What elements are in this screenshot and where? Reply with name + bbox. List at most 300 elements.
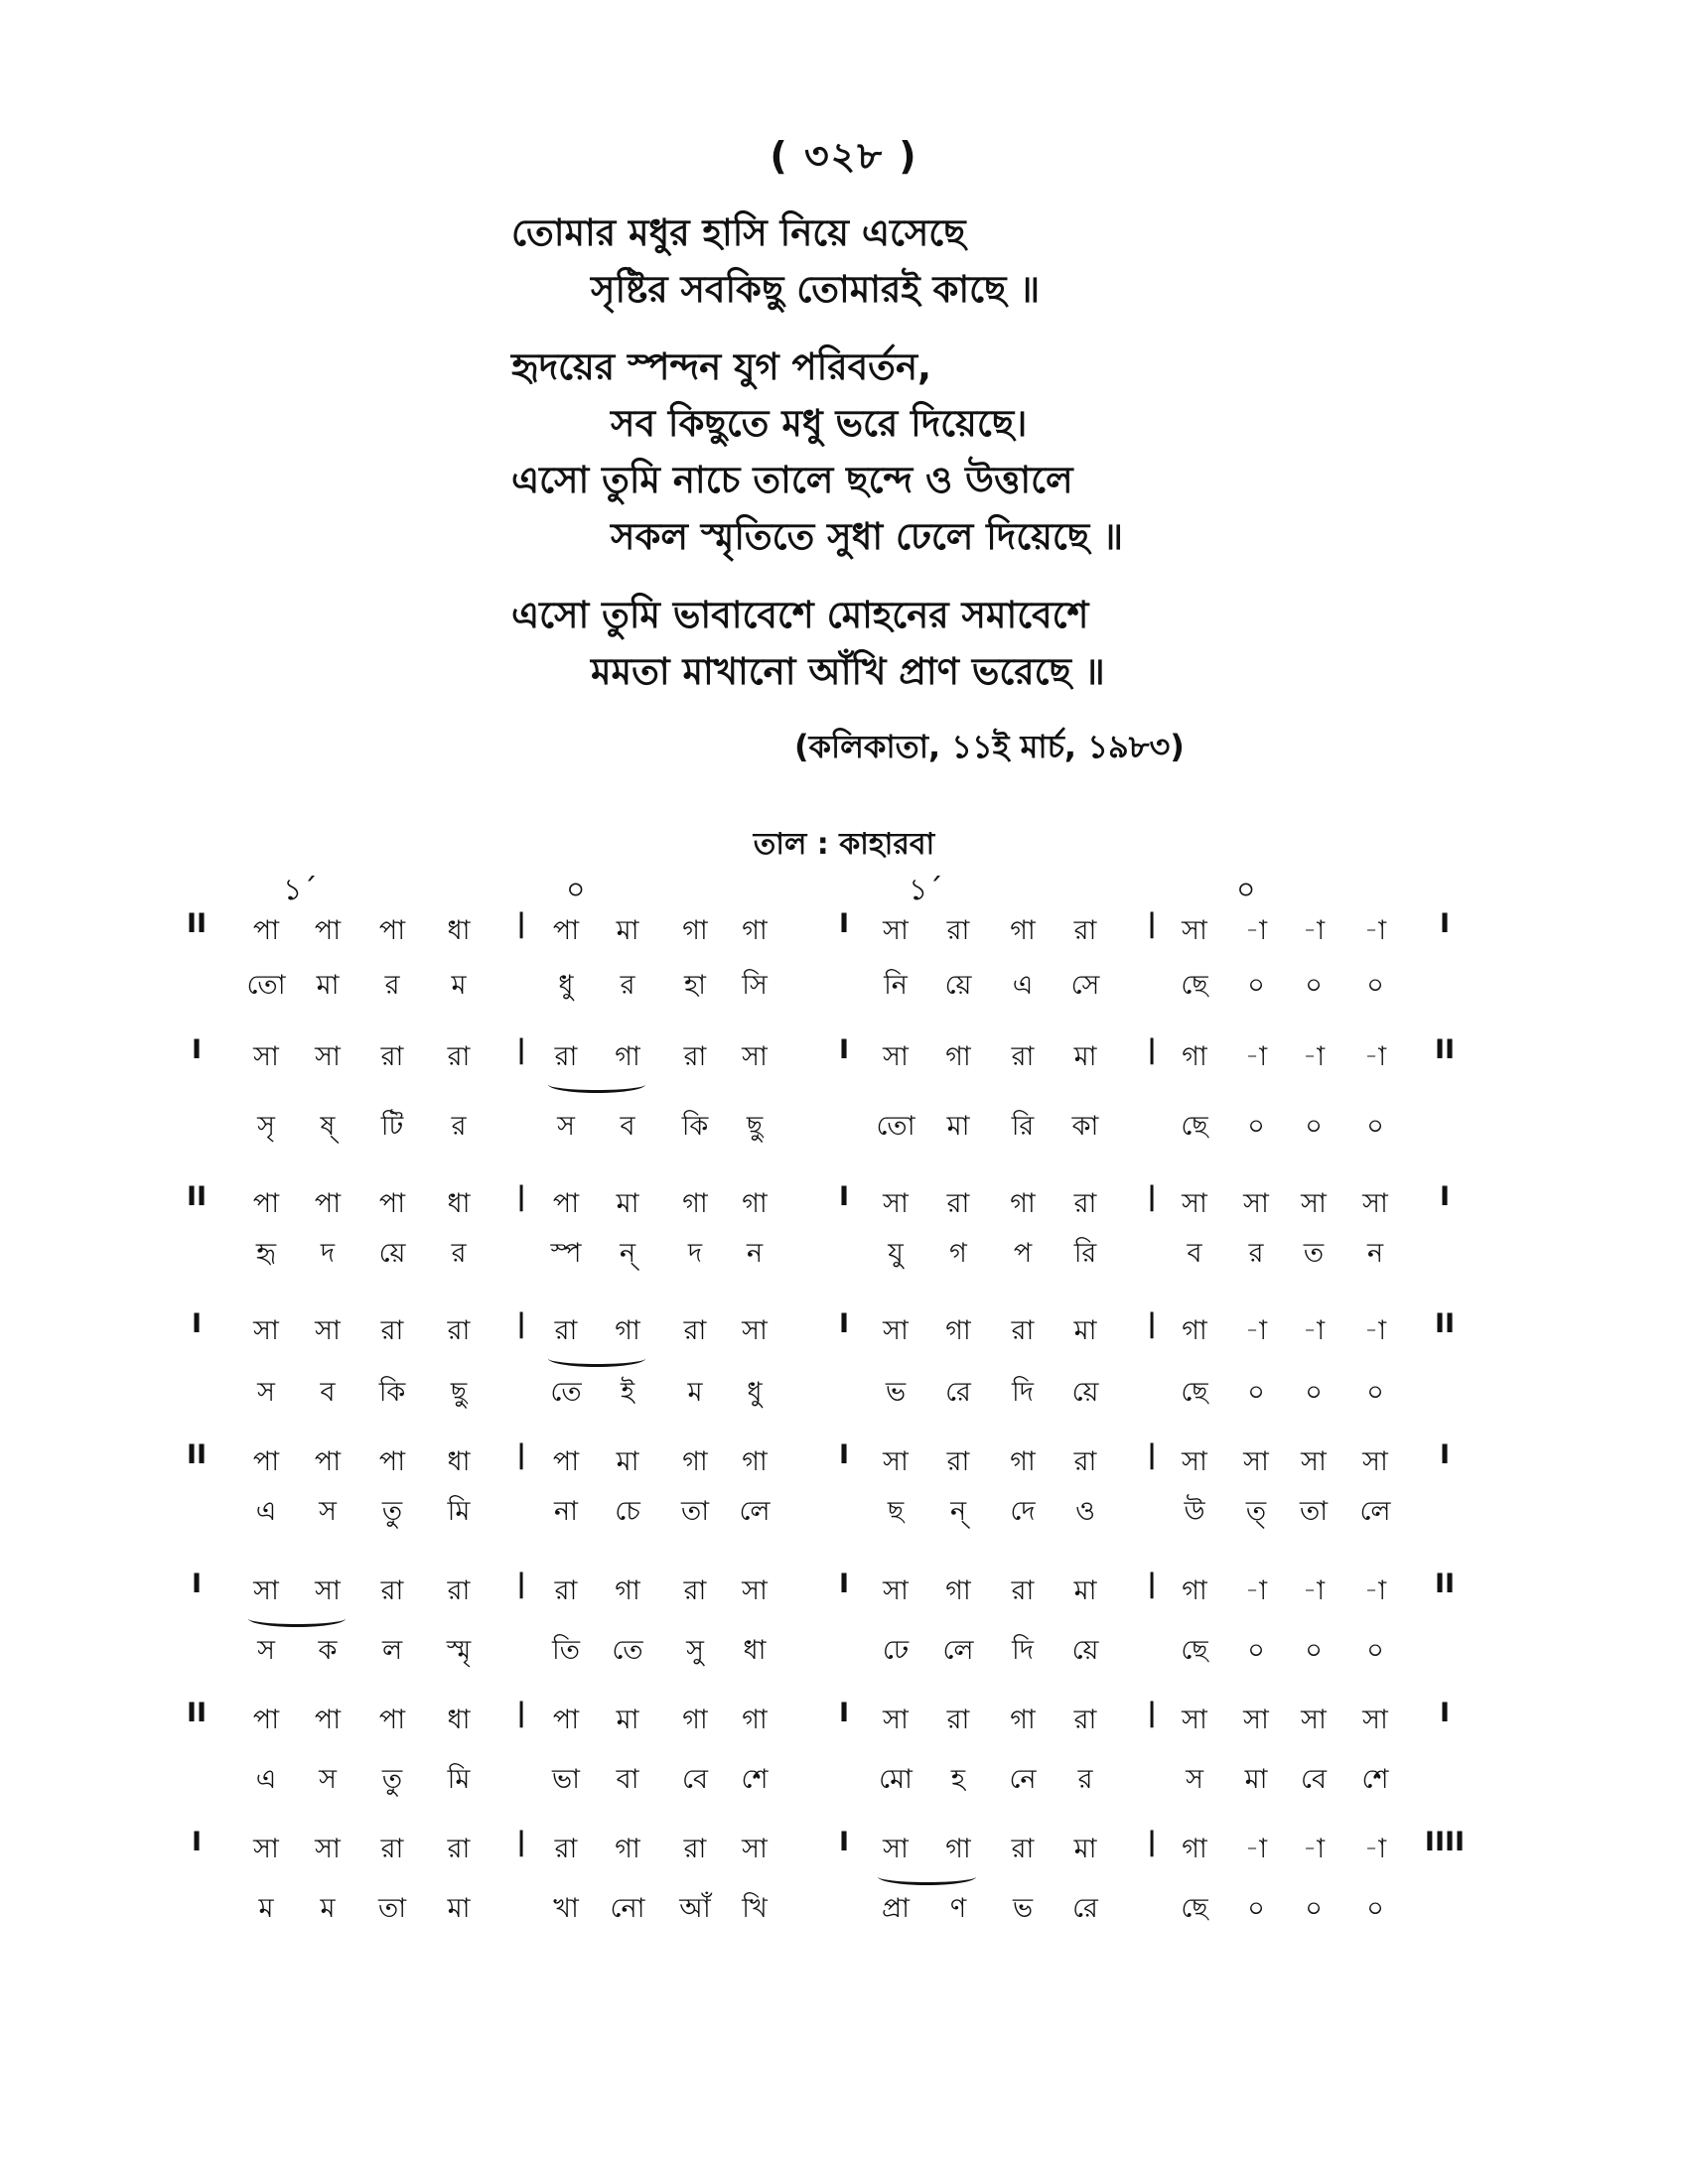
swara-note: মা (616, 1705, 639, 1735)
swara-note: রা (683, 1834, 707, 1864)
bol-syllable: ধু (558, 970, 574, 1001)
bol-syllable: দে (1010, 1496, 1036, 1527)
bol-syllable: র (451, 1111, 467, 1142)
bar-line: I (838, 1827, 850, 1857)
bol-syllable: ০ (1305, 970, 1323, 1001)
swara-note: পা (378, 915, 406, 946)
bol-syllable: ০ (1247, 1635, 1265, 1666)
dateline: (কলিকাতা, ১১ই মার্চ, ১৯৮৩) (794, 728, 1185, 765)
swara-note: পা (552, 1705, 580, 1735)
swara-note: -া (1302, 1041, 1326, 1072)
bol-syllable: লে (942, 1635, 974, 1666)
swara-note: -া (1363, 915, 1387, 946)
bol-syllable: ছে (1181, 1111, 1208, 1142)
bol-syllable: ভা (552, 1764, 580, 1795)
bol-syllable: ত্ (1245, 1496, 1267, 1527)
bol-syllable: খা (553, 1893, 579, 1924)
swara-note: -া (1363, 1834, 1387, 1864)
swara-note: গা (945, 1315, 971, 1346)
bol-syllable: টি (380, 1111, 404, 1142)
swara-note: মা (1073, 1315, 1097, 1346)
bol-syllable: র (620, 970, 635, 1001)
bol-syllable: য়ে (1071, 1377, 1099, 1408)
slur-mark (878, 1868, 976, 1885)
bar-line: I (191, 1827, 203, 1857)
swara-note: সা (1182, 1705, 1207, 1735)
swara-note: গা (1010, 1188, 1036, 1219)
bar-line: I (1439, 1439, 1451, 1470)
bar-line: | (1147, 1308, 1157, 1339)
swara-note: গা (615, 1041, 640, 1072)
lyric-line: হৃদয়ের স্পন্দন যুগ পরিবর্তন, (511, 345, 932, 388)
lyric-line: সব কিছুতে মধু ভরে দিয়েছে। (611, 402, 1028, 445)
swara-note: গা (1182, 1834, 1207, 1864)
bar-line: IIII (1424, 1827, 1466, 1857)
swara-note: গা (682, 1188, 708, 1219)
swara-note: রা (447, 1834, 471, 1864)
swara-note: পা (252, 915, 280, 946)
bol-syllable: য়ে (1071, 1635, 1099, 1666)
bol-syllable: ঢে (882, 1635, 910, 1666)
bar-line: I (838, 1698, 850, 1728)
swara-note: রা (554, 1041, 578, 1072)
bol-syllable: ভ (885, 1377, 907, 1408)
bol-syllable: ব (1187, 1238, 1202, 1269)
swara-note: -া (1302, 915, 1326, 946)
swara-note: -া (1244, 1315, 1268, 1346)
bol-syllable: ০ (1247, 1111, 1265, 1142)
bar-line: | (516, 1569, 526, 1599)
swara-note: রা (447, 1575, 471, 1606)
swara-note: রা (1011, 1575, 1035, 1606)
swara-note: গা (1010, 1446, 1036, 1477)
swara-note: মা (616, 915, 639, 946)
swara-note: রা (683, 1575, 707, 1606)
swara-note: পা (378, 1705, 406, 1735)
beat-mark: ১´ (283, 873, 318, 907)
bol-syllable: তু (381, 1496, 403, 1527)
swara-note: পা (552, 915, 580, 946)
bol-syllable: স (257, 1377, 275, 1408)
swara-note: সা (1182, 1446, 1207, 1477)
bol-syllable: ল (381, 1635, 403, 1666)
swara-note: সা (315, 1575, 341, 1606)
swara-note: রা (380, 1834, 404, 1864)
bol-syllable: মা (1244, 1764, 1268, 1795)
bol-syllable: হৃ (255, 1238, 277, 1269)
swara-note: মা (1073, 1575, 1097, 1606)
bol-syllable: সে (1070, 970, 1100, 1001)
swara-note: -া (1244, 1575, 1268, 1606)
bol-syllable: স (1186, 1764, 1203, 1795)
swara-note: সা (742, 1575, 768, 1606)
tala-label: তাল : কাহারবা (753, 827, 935, 862)
swara-note: সা (883, 1315, 909, 1346)
bol-syllable: তে (550, 1377, 582, 1408)
swara-note: -া (1244, 1041, 1268, 1072)
bar-line: II (186, 1439, 208, 1470)
bar-line: I (1439, 1181, 1451, 1212)
swara-note: পা (252, 1188, 280, 1219)
swara-note: পা (552, 1446, 580, 1477)
swara-note: মা (1073, 1834, 1097, 1864)
swara-note: গা (1182, 1315, 1207, 1346)
bar-line: I (838, 1181, 850, 1212)
swara-note: রা (1011, 1315, 1035, 1346)
bar-line: | (1147, 1827, 1157, 1857)
bol-syllable: প্রা (882, 1893, 910, 1924)
bol-syllable: ব (620, 1111, 635, 1142)
swara-note: গা (945, 1041, 971, 1072)
bar-line: | (1147, 1034, 1157, 1065)
swara-note: গা (682, 915, 708, 946)
bol-syllable: কা (1071, 1111, 1099, 1142)
bol-syllable: খি (742, 1893, 768, 1924)
swara-note: সা (883, 915, 909, 946)
bol-syllable: মা (946, 1111, 970, 1142)
swara-note: -া (1363, 1575, 1387, 1606)
bol-syllable: ছে (1181, 970, 1208, 1001)
bol-syllable: ০ (1366, 1111, 1384, 1142)
bar-line: I (838, 1439, 850, 1470)
bol-syllable: ০ (1366, 1377, 1384, 1408)
bol-syllable: বে (1301, 1764, 1327, 1795)
beat-mark: ০ (566, 873, 586, 907)
bol-syllable: স (557, 1111, 575, 1142)
swara-note: সা (883, 1575, 909, 1606)
bol-syllable: ন্ (619, 1238, 636, 1269)
swara-note: ধা (447, 1446, 471, 1477)
bol-syllable: দি (1012, 1377, 1034, 1408)
bar-line: II (1434, 1569, 1456, 1599)
swara-note: সা (742, 1834, 768, 1864)
swara-note: পা (252, 1446, 280, 1477)
bol-syllable: রি (1011, 1111, 1035, 1142)
swara-note: গা (1182, 1041, 1207, 1072)
lyric-line: এসো তুমি নাচে তালে ছন্দে ও উত্তালে (511, 459, 1073, 501)
swara-note: পা (378, 1188, 406, 1219)
swara-note: ধা (447, 1705, 471, 1735)
bol-syllable: স (319, 1764, 337, 1795)
bol-syllable: ষ্ (320, 1111, 336, 1142)
swara-note: গা (615, 1315, 640, 1346)
bol-syllable: ম (258, 1893, 274, 1924)
swara-note: সা (1301, 1705, 1327, 1735)
bar-line: | (1147, 1569, 1157, 1599)
swara-note: মা (1073, 1041, 1097, 1072)
swara-note: সা (1301, 1446, 1327, 1477)
bar-line: | (516, 1439, 526, 1470)
bol-syllable: ই (620, 1377, 635, 1408)
swara-note: -া (1302, 1315, 1326, 1346)
beat-mark: ০ (1236, 873, 1256, 907)
swara-note: গা (1010, 915, 1036, 946)
bol-syllable: ণ (949, 1893, 967, 1924)
swara-note: -া (1244, 1834, 1268, 1864)
swara-note: সা (742, 1315, 768, 1346)
beat-mark: ১´ (909, 873, 943, 907)
swara-note: গা (682, 1446, 708, 1477)
bol-syllable: ছে (1181, 1635, 1208, 1666)
bol-syllable: গ (949, 1238, 967, 1269)
bol-syllable: লে (1359, 1496, 1391, 1527)
bol-syllable: ন (1366, 1238, 1384, 1269)
bol-syllable: যু (888, 1238, 904, 1269)
bar-line: II (186, 1698, 208, 1728)
bol-syllable: ০ (1247, 1377, 1265, 1408)
bol-syllable: সৃ (257, 1111, 275, 1142)
swara-note: পা (378, 1446, 406, 1477)
bol-syllable: উ (1184, 1496, 1205, 1527)
bol-syllable: নে (1009, 1764, 1037, 1795)
bar-line: I (191, 1034, 203, 1065)
bar-line: II (1434, 1308, 1456, 1339)
bol-syllable: য়ে (944, 970, 972, 1001)
swara-note: -া (1302, 1834, 1326, 1864)
bar-line: I (838, 1034, 850, 1065)
swara-note: রা (946, 1188, 970, 1219)
bol-syllable: স (257, 1635, 275, 1666)
swara-note: সা (1362, 1188, 1388, 1219)
bol-syllable: বে (682, 1764, 708, 1795)
bol-syllable: রে (1072, 1893, 1098, 1924)
swara-note: সা (1243, 1188, 1269, 1219)
bol-syllable: প (1013, 1238, 1033, 1269)
bar-line: | (516, 1698, 526, 1728)
swara-note: পা (552, 1188, 580, 1219)
bar-line: II (186, 908, 208, 939)
swara-note: মা (616, 1188, 639, 1219)
bol-syllable: ছ (887, 1496, 905, 1527)
swara-note: -া (1302, 1575, 1326, 1606)
bol-syllable: শে (1361, 1764, 1389, 1795)
bar-line: II (1434, 1034, 1456, 1065)
swara-note: রা (380, 1575, 404, 1606)
swara-note: পা (314, 1446, 342, 1477)
swara-note: সা (883, 1834, 909, 1864)
swara-note: রা (946, 915, 970, 946)
bol-syllable: তি (552, 1635, 580, 1666)
swara-note: পা (314, 915, 342, 946)
swara-note: সা (1301, 1188, 1327, 1219)
bol-syllable: ০ (1305, 1111, 1323, 1142)
swara-note: সা (1243, 1446, 1269, 1477)
swara-note: সা (1243, 1705, 1269, 1735)
bol-syllable: বা (616, 1764, 639, 1795)
slur-mark (548, 1076, 645, 1093)
bol-syllable: শে (741, 1764, 769, 1795)
bol-syllable: মা (316, 970, 340, 1001)
swara-note: পা (252, 1705, 280, 1735)
swara-note: -া (1363, 1315, 1387, 1346)
lyric-line: এসো তুমি ভাবাবেশে মোহনের সমাবেশে (511, 594, 1089, 636)
swara-note: রা (946, 1446, 970, 1477)
lyric-line: তোমার মধুর হাসি নিয়ে এসেছে (511, 211, 966, 254)
bol-syllable: ধু (747, 1377, 763, 1408)
bol-syllable: ছে (1181, 1893, 1208, 1924)
swara-note: রা (447, 1041, 471, 1072)
bol-syllable: সি (742, 970, 768, 1001)
swara-note: গা (615, 1575, 640, 1606)
bol-syllable: কি (378, 1377, 406, 1408)
lyric-line: মমতা মাখানো আঁখি প্রাণ ভরেছে ॥ (591, 650, 1105, 693)
bol-syllable: নি (884, 970, 908, 1001)
bol-syllable: ছু (450, 1377, 468, 1408)
bol-syllable: মা (447, 1893, 471, 1924)
swara-note: -া (1244, 915, 1268, 946)
bol-syllable: ০ (1247, 1893, 1265, 1924)
swara-note: রা (554, 1315, 578, 1346)
swara-note: সা (253, 1834, 279, 1864)
bar-line: I (1439, 908, 1451, 939)
swara-note: সা (315, 1041, 341, 1072)
swara-note: পা (314, 1188, 342, 1219)
swara-note: গা (742, 1446, 768, 1477)
bol-syllable: আঁ (679, 1893, 711, 1924)
swara-note: রা (554, 1575, 578, 1606)
bol-syllable: র (1077, 1764, 1093, 1795)
bol-syllable: ন্ (949, 1496, 967, 1527)
swara-note: রা (1011, 1834, 1035, 1864)
bol-syllable: ন (746, 1238, 764, 1269)
swara-note: সা (883, 1705, 909, 1735)
bol-syllable: ছু (746, 1111, 764, 1142)
swara-note: রা (380, 1041, 404, 1072)
bol-syllable: ০ (1305, 1893, 1323, 1924)
bol-syllable: স (319, 1496, 337, 1527)
bar-line: I (838, 1569, 850, 1599)
bar-line: | (516, 1827, 526, 1857)
bar-line: I (1439, 1698, 1451, 1728)
bol-syllable: নো (610, 1893, 645, 1924)
bol-syllable: ম (451, 970, 467, 1001)
bar-line: | (516, 1308, 526, 1339)
bol-syllable: ০ (1305, 1377, 1323, 1408)
bol-syllable: এ (1012, 970, 1034, 1001)
bol-syllable: না (554, 1496, 578, 1527)
bol-syllable: ক (318, 1635, 338, 1666)
swara-note: সা (315, 1834, 341, 1864)
swara-note: গা (945, 1834, 971, 1864)
bol-syllable: তা (680, 1496, 710, 1527)
slur-mark (248, 1610, 346, 1627)
bol-syllable: মি (447, 1496, 471, 1527)
bol-syllable: এ (255, 1496, 277, 1527)
bol-syllable: এ (255, 1764, 277, 1795)
bol-syllable: তো (246, 970, 286, 1001)
bol-syllable: রি (1073, 1238, 1097, 1269)
bar-line: II (186, 1181, 208, 1212)
bol-syllable: চে (615, 1496, 640, 1527)
bar-line: | (516, 908, 526, 939)
swara-note: গা (1182, 1575, 1207, 1606)
bol-syllable: ০ (1247, 970, 1265, 1001)
swara-note: রা (1073, 1705, 1097, 1735)
bol-syllable: তু (381, 1764, 403, 1795)
swara-note: গা (1010, 1705, 1036, 1735)
swara-note: মা (616, 1446, 639, 1477)
bol-syllable: ০ (1305, 1635, 1323, 1666)
bar-line: | (516, 1181, 526, 1212)
bol-syllable: স্প (550, 1238, 582, 1269)
bar-line: | (516, 1034, 526, 1065)
bol-syllable: র (384, 970, 400, 1001)
bol-syllable: ত (1303, 1238, 1325, 1269)
bol-syllable: তে (612, 1635, 643, 1666)
bol-syllable: রে (945, 1377, 971, 1408)
bol-syllable: হা (683, 970, 707, 1001)
bar-line: | (1147, 908, 1157, 939)
swara-note: গা (742, 1188, 768, 1219)
bol-syllable: তা (1299, 1496, 1329, 1527)
swara-note: সা (1182, 1188, 1207, 1219)
bol-syllable: তা (377, 1893, 407, 1924)
page-number: ( ৩২৮ ) (770, 134, 918, 178)
swara-note: রা (554, 1834, 578, 1864)
slur-mark (548, 1350, 645, 1367)
swara-note: সা (883, 1188, 909, 1219)
swara-note: পা (314, 1705, 342, 1735)
bol-syllable: মো (879, 1764, 913, 1795)
bol-syllable: ছে (1181, 1377, 1208, 1408)
bol-syllable: ব (320, 1377, 336, 1408)
bar-line: I (191, 1569, 203, 1599)
bol-syllable: হ (950, 1764, 966, 1795)
swara-note: সা (883, 1446, 909, 1477)
bol-syllable: র (451, 1238, 467, 1269)
bol-syllable: ম (320, 1893, 336, 1924)
swara-note: সা (253, 1575, 279, 1606)
swara-note: গা (682, 1705, 708, 1735)
swara-note: রা (1011, 1041, 1035, 1072)
bar-line: | (1147, 1439, 1157, 1470)
bar-line: I (191, 1308, 203, 1339)
swara-note: গা (615, 1834, 640, 1864)
swara-note: গা (742, 1705, 768, 1735)
swara-note: সা (883, 1041, 909, 1072)
swara-note: রা (683, 1315, 707, 1346)
bol-syllable: ও (1075, 1496, 1095, 1527)
swara-note: সা (1362, 1446, 1388, 1477)
bol-syllable: ০ (1366, 970, 1384, 1001)
swara-note: রা (447, 1315, 471, 1346)
bol-syllable: সু (686, 1635, 704, 1666)
bar-line: I (838, 908, 850, 939)
bol-syllable: মি (447, 1764, 471, 1795)
bol-syllable: লে (739, 1496, 771, 1527)
bol-syllable: তো (876, 1111, 915, 1142)
swara-note: সা (1362, 1705, 1388, 1735)
swara-note: রা (946, 1705, 970, 1735)
swara-note: ধা (447, 1188, 471, 1219)
bar-line: I (838, 1308, 850, 1339)
bol-syllable: ০ (1366, 1893, 1384, 1924)
swara-note: রা (1073, 1446, 1097, 1477)
swara-note: সা (315, 1315, 341, 1346)
swara-note: সা (253, 1315, 279, 1346)
swara-note: গা (742, 915, 768, 946)
bol-syllable: কি (681, 1111, 709, 1142)
lyric-line: সকল স্মৃতিতে সুধা ঢেলে দিয়েছে ॥ (611, 515, 1124, 558)
bol-syllable: ভ (1012, 1893, 1034, 1924)
bol-syllable: য়ে (378, 1238, 406, 1269)
bol-syllable: দ (687, 1238, 703, 1269)
swara-note: রা (683, 1041, 707, 1072)
swara-note: রা (1073, 1188, 1097, 1219)
bol-syllable: স্মৃ (446, 1635, 472, 1666)
swara-note: ধা (447, 915, 471, 946)
bol-syllable: ম (687, 1377, 703, 1408)
